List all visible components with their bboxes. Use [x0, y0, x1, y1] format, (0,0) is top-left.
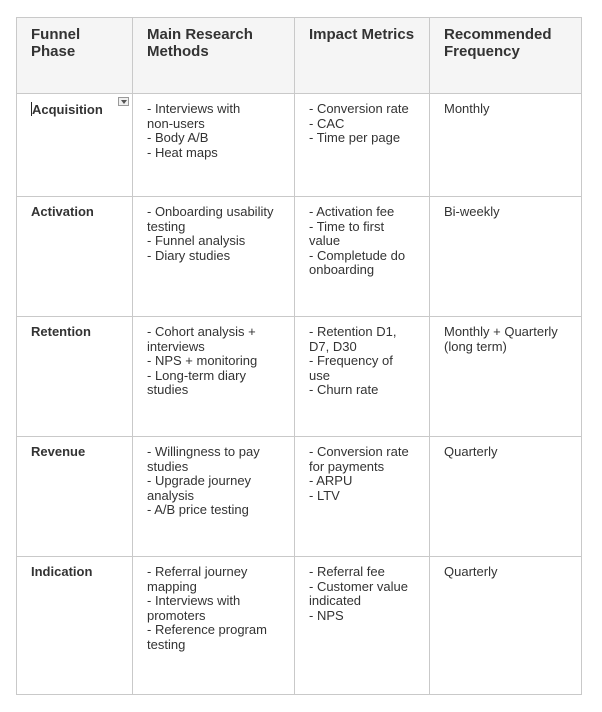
header-funnel-phase[interactable] [17, 18, 133, 94]
cell-line: testing [147, 636, 186, 652]
cell-line: Bi-weekly [444, 204, 500, 219]
cell-line: - Willingness to pay [147, 444, 260, 459]
methods-cell[interactable] [133, 94, 295, 197]
header-text: Funnel [31, 26, 81, 43]
cell-line: onboarding [309, 262, 375, 277]
cell-line: Monthly + Quarterly [444, 324, 558, 339]
methods-cell[interactable] [133, 557, 295, 695]
table-row [17, 94, 582, 197]
phase-cell-acquisition[interactable] [17, 94, 133, 197]
cell-line: - Churn rate [309, 382, 379, 397]
phase-label: Revenue [31, 444, 86, 459]
header-row [17, 18, 582, 94]
phase-label: Acquisition [32, 102, 103, 117]
funnel-research-table [16, 17, 582, 695]
cell-line: studies [147, 382, 189, 397]
cell-line: - Activation fee [309, 204, 395, 219]
frequency-cell[interactable] [430, 437, 582, 557]
cell-line: - ARPU [309, 473, 353, 488]
frequency-cell[interactable] [430, 197, 582, 317]
cell-line: - Long-term diary [147, 367, 246, 383]
header-text: Recommended [444, 26, 552, 43]
frequency-cell[interactable] [430, 94, 582, 197]
methods-cell[interactable] [133, 437, 295, 557]
cell-line: - A/B price testing [147, 502, 249, 517]
table-row [17, 197, 582, 317]
frequency-cell[interactable] [430, 557, 582, 695]
metrics-cell[interactable] [295, 197, 430, 317]
phase-cell-revenue[interactable] [17, 437, 133, 557]
metrics-cell[interactable] [295, 317, 430, 437]
header-text: Impact Metrics [309, 26, 415, 43]
cell-line: - Heat maps [147, 144, 218, 160]
cell-line: - Body A/B [147, 130, 209, 145]
cell-line: Quarterly [444, 444, 498, 459]
phase-cell-retention[interactable] [17, 317, 133, 437]
cell-line: - Retention D1, [309, 324, 397, 339]
cell-line: - Frequency of use [309, 353, 393, 383]
phase-label: Retention [31, 324, 91, 339]
cell-line: D7, D30 [309, 338, 357, 354]
cell-line: - Time to first [309, 218, 385, 234]
cell-line: - Referral journey [147, 564, 248, 579]
phase-cell-indication[interactable] [17, 557, 133, 695]
metrics-cell[interactable] [295, 557, 430, 695]
cell-line: - NPS [309, 607, 344, 623]
cell-line: - Time per page [309, 130, 401, 145]
phase-cell-activation[interactable] [17, 197, 133, 317]
cell-line: - LTV [309, 487, 340, 503]
phase-label: Indication [31, 564, 93, 579]
cell-line: - NPS + monitoring [147, 353, 258, 368]
cell-line: - Diary studies [147, 247, 231, 263]
cell-line: testing [147, 218, 186, 234]
cell-line: - Conversion rate [309, 444, 409, 459]
header-text: Frequency [444, 43, 520, 60]
cell-line: Monthly [444, 101, 490, 116]
cell-line: - Interviews with [147, 101, 241, 116]
header-text: Main Research [147, 26, 253, 43]
methods-cell[interactable] [133, 317, 295, 437]
cell-line: interviews [147, 338, 205, 354]
header-text: Phase [31, 43, 76, 60]
methods-cell[interactable] [133, 197, 295, 317]
cell-line: - Cohort analysis + [147, 324, 256, 339]
table-row [17, 557, 582, 695]
cell-line: - Upgrade journey [147, 473, 252, 488]
header-recommended-frequency[interactable] [430, 18, 582, 94]
cell-dropdown-icon[interactable] [118, 97, 129, 106]
cell-line: analysis [147, 487, 194, 503]
cell-line: - Customer value [309, 578, 408, 594]
cell-line: - Interviews with [147, 593, 241, 608]
frequency-cell[interactable] [430, 317, 582, 437]
cell-line: Quarterly [444, 564, 498, 579]
cell-line: value [309, 233, 341, 248]
cell-line: studies [147, 458, 189, 474]
cell-line: promoters [147, 607, 206, 623]
phase-label: Activation [31, 204, 94, 219]
header-impact-metrics[interactable] [295, 18, 430, 94]
cell-line: for payments [309, 458, 385, 474]
cell-line: mapping [147, 578, 197, 594]
cell-line: - Onboarding usability [147, 204, 274, 219]
cell-line: non-users [147, 115, 205, 131]
table-row [17, 437, 582, 557]
cell-line: indicated [309, 593, 362, 608]
table-row [17, 317, 582, 437]
cell-line: - CAC [309, 115, 345, 131]
cell-line: - Funnel analysis [147, 233, 246, 248]
metrics-cell[interactable] [295, 437, 430, 557]
cell-line: - Completude do [309, 247, 406, 263]
cell-line: (long term) [444, 338, 507, 354]
cell-line: - Referral fee [309, 564, 385, 579]
header-text: Methods [147, 43, 209, 60]
cell-line: - Conversion rate [309, 101, 409, 116]
metrics-cell[interactable] [295, 94, 430, 197]
header-main-research-methods[interactable] [133, 18, 295, 94]
cell-line: - Reference program [147, 622, 267, 637]
